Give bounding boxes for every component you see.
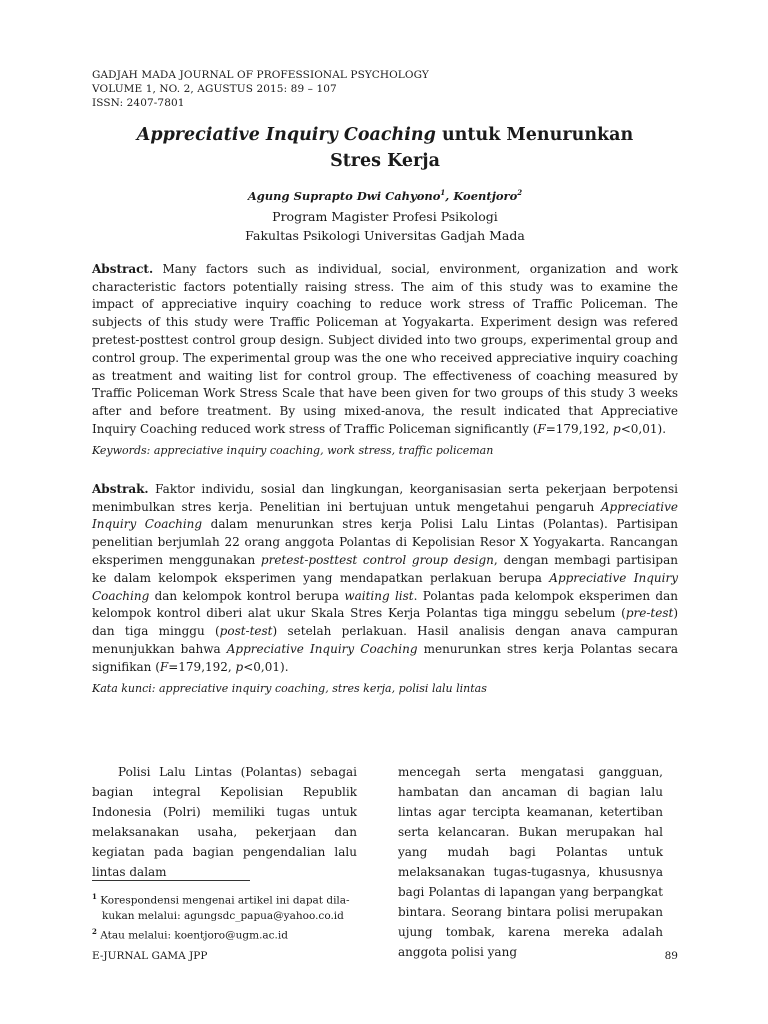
title-line2: Stres Kerja	[330, 151, 440, 171]
abstract-english	[92, 261, 678, 439]
abstrak-italic: waiting list	[344, 588, 414, 603]
stat-f: F	[537, 422, 546, 436]
body-paragraph: mencegah serta mengatasi gangguan, hambatan dan ancaman di bagian lalu lintas agar tercipta keamanan, ketertiban serta kelancaran. Bukan merupakan hal yang mudah bagi Polantas untuk melaksanakan tugas-tugasnya, khususnya bagi Polantas di lapangan yang berpangkat bintara. Seorang bintara polisi merupakan ujung tombak, karena mereka adalah anggota polisi yang	[398, 765, 663, 959]
stat-end: <0,01).	[620, 422, 667, 436]
footnotes	[92, 880, 367, 943]
journal-header	[92, 68, 678, 110]
abstrak-text: . Polantas pada kelompok eksperimen dan kelompok kontrol diberi alat ukur Skala Stres Kerja Polantas tiga minggu sebelum (	[92, 588, 678, 621]
footnote-2-mark: 2	[92, 926, 97, 936]
keywords-indonesian: Kata kunci: appreciative inquiry coaching, stres kerja, polisi lalu lintas	[92, 681, 487, 695]
journal-issn: ISSN: 2407-7801	[92, 97, 185, 109]
affiliation-line-2: Fakultas Psikologi Universitas Gadjah Mada	[245, 227, 525, 243]
abstrak-italic: p	[235, 659, 244, 674]
abstrak-italic: Appreciative Inquiry Coaching	[92, 570, 678, 603]
abstrak-text: ) setelah perlakuan. Hasil analisis dengan anava campuran menunjukkan bahwa	[92, 624, 678, 656]
abstract-indonesian	[92, 481, 678, 677]
footnote-1-mark: 1	[92, 892, 97, 901]
abstrak-text: Faktor individu, sosial dan lingkungan, keorganisasian serta pekerjaan berpotensi menimbulkan stres kerja. Penelitian ini bertujuan untuk mengetahui pengaruh	[92, 481, 678, 514]
author-separator: ,	[445, 188, 454, 203]
abstrak-text: <0,01).	[243, 659, 289, 674]
abstrak-italic: post-test	[219, 624, 273, 639]
footer-journal: E-JURNAL GAMA JPP	[92, 950, 208, 962]
author-1-sup: 1	[440, 188, 446, 197]
footnote-1	[92, 889, 367, 924]
body-paragraph: Polisi Lalu Lintas (Polantas) sebagai bagian integral Kepolisian Republik Indonesia (Polri) memiliki tugas untuk melaksanakan usaha, pekerjaan dan kegiatan pada bagian pengendalian lalu lintas dalam	[92, 765, 357, 879]
title-italic: Appreciative Inquiry Coaching	[136, 125, 436, 145]
affiliation-line-1: Program Magister Profesi Psikologi	[272, 208, 498, 224]
stat-p: p	[613, 422, 621, 436]
author-2-sup: 2	[517, 188, 523, 197]
title-rest: untuk Menurunkan	[435, 125, 634, 145]
author-2: Koentjoro	[453, 188, 518, 203]
body-column-right	[398, 762, 663, 962]
abstrak-italic: Appreciative Inquiry Coaching	[92, 499, 678, 532]
stat-mid: =179,192,	[545, 422, 614, 436]
abstrak-italic: pretest-posttest control group design	[260, 552, 494, 567]
abstrak-label: Abstrak.	[92, 481, 149, 496]
authors	[92, 188, 678, 203]
abstrak-text: dan kelompok kontrol berupa	[149, 588, 345, 603]
footnote-rule	[92, 880, 250, 881]
footnote-1-email: kukan melalui: agungsdc_papua@yahoo.co.id	[102, 909, 344, 922]
abstrak-text: ) dan tiga minggu (	[92, 606, 678, 639]
abstrak-text: dalam menurunkan stres kerja Polisi Lalu Lintas (Polantas). Partisipan penelitian berjumlah 22 orang anggota Polantas di Kepolisian Resor X Yogyakarta. Rancangan eksperimen menggunakan	[92, 517, 678, 567]
journal-volume: VOLUME 1, NO. 2, AGUSTUS 2015: 89 – 107	[92, 83, 337, 95]
page-number: 89	[664, 950, 678, 962]
footnote-2	[92, 924, 367, 944]
body-column-left	[92, 762, 357, 882]
abstrak-italic: pre-test	[625, 606, 674, 621]
abstrak-text: , dengan membagi partisipan ke dalam kelompok eksperimen yang mendapatkan perlakuan berupa	[92, 552, 678, 585]
author-1: Agung Suprapto Dwi Cahyono	[247, 188, 441, 203]
journal-name: GADJAH MADA JOURNAL OF PROFESSIONAL PSYCHOLOGY	[92, 69, 429, 81]
abstrak-italic: Appreciative Inquiry Coaching	[226, 641, 418, 656]
abstrak-italic: F	[159, 659, 169, 674]
keywords-english: Keywords: appreciative inquiry coaching, work stress, traffic policeman	[92, 443, 494, 457]
abstract-label: Abstract.	[92, 261, 154, 276]
abstract-text: Many factors such as individual, social, environment, organization and work characteristic factors potentially raising stress. The aim of this study was to examine the impact of appreciative inquiry coaching to reduce work stress of Traffic Policeman. The subjects of this study were Traffic Policeman at Yogyakarta. Experiment design was refered pretest-posttest control group design. Subject divided into two groups, experimental group and control group. The experimental group was the one who received appreciative inquiry coaching as treatment and waiting list for control group. The effectiveness of coaching measured by Traffic Policeman Work Stress Scale that have been given for two groups of this study 3 weeks after and before treatment. By using mixed-anova, the result indicated that Appreciative Inquiry Coaching reduced work stress of Traffic Policeman significantly (	[92, 261, 678, 436]
footnote-2-text: Atau melalui: koentjoro@ugm.ac.id	[96, 929, 288, 941]
affiliation	[92, 207, 678, 245]
abstrak-text: =179,192,	[168, 659, 236, 674]
footnote-1-text: Korespondensi mengenai artikel ini dapat dila-	[96, 894, 350, 907]
paper-title	[92, 122, 678, 174]
abstrak-text: menurunkan stres kerja Polantas secara signifikan (	[92, 641, 678, 674]
